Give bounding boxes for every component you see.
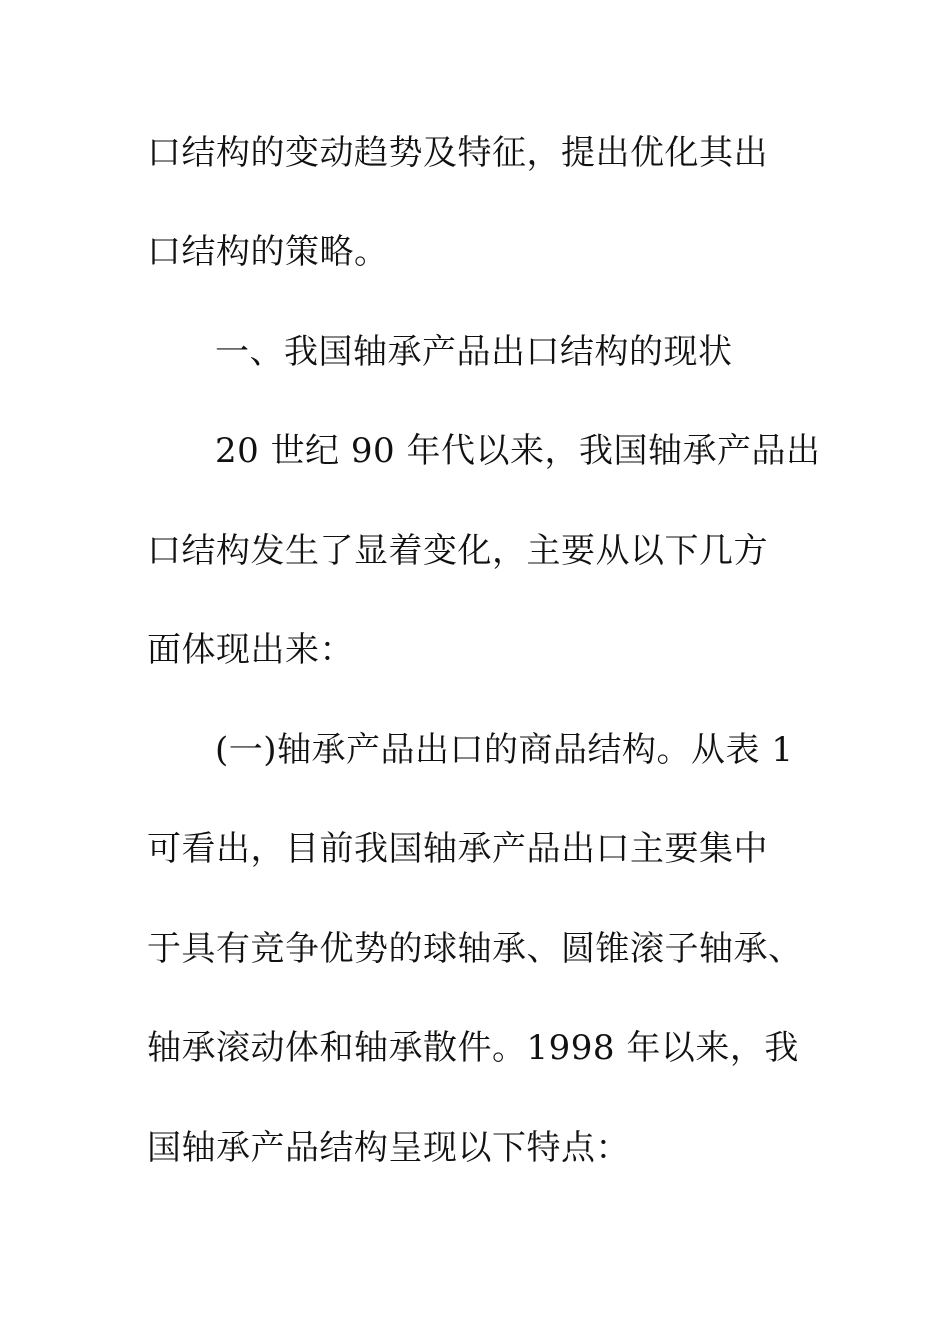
paragraph-line: 20 世纪 90 年代以来，我国轴承产品出: [215, 431, 821, 471]
paragraph-line: 于具有竞争优势的球轴承、圆锥滚子轴承、: [147, 929, 803, 969]
paragraph-line: 轴承滚动体和轴承散件。1998 年以来，我: [147, 1028, 799, 1068]
section-heading: 一、我国轴承产品出口结构的现状: [215, 332, 733, 372]
paragraph-line: 国轴承产品结构呈现以下特点：: [147, 1128, 630, 1168]
paragraph-line: 口结构发生了显着变化，主要从以下几方: [147, 531, 768, 571]
paragraph-line: 面体现出来：: [147, 630, 354, 670]
paragraph-line: 口结构的策略。: [147, 232, 389, 272]
paragraph-line: 口结构的变动趋势及特征，提出优化其出: [147, 133, 768, 173]
paragraph-line: 可看出，目前我国轴承产品出口主要集中: [147, 829, 768, 869]
subsection-line: (一)轴承产品出口的商品结构。从表 1: [215, 730, 794, 770]
